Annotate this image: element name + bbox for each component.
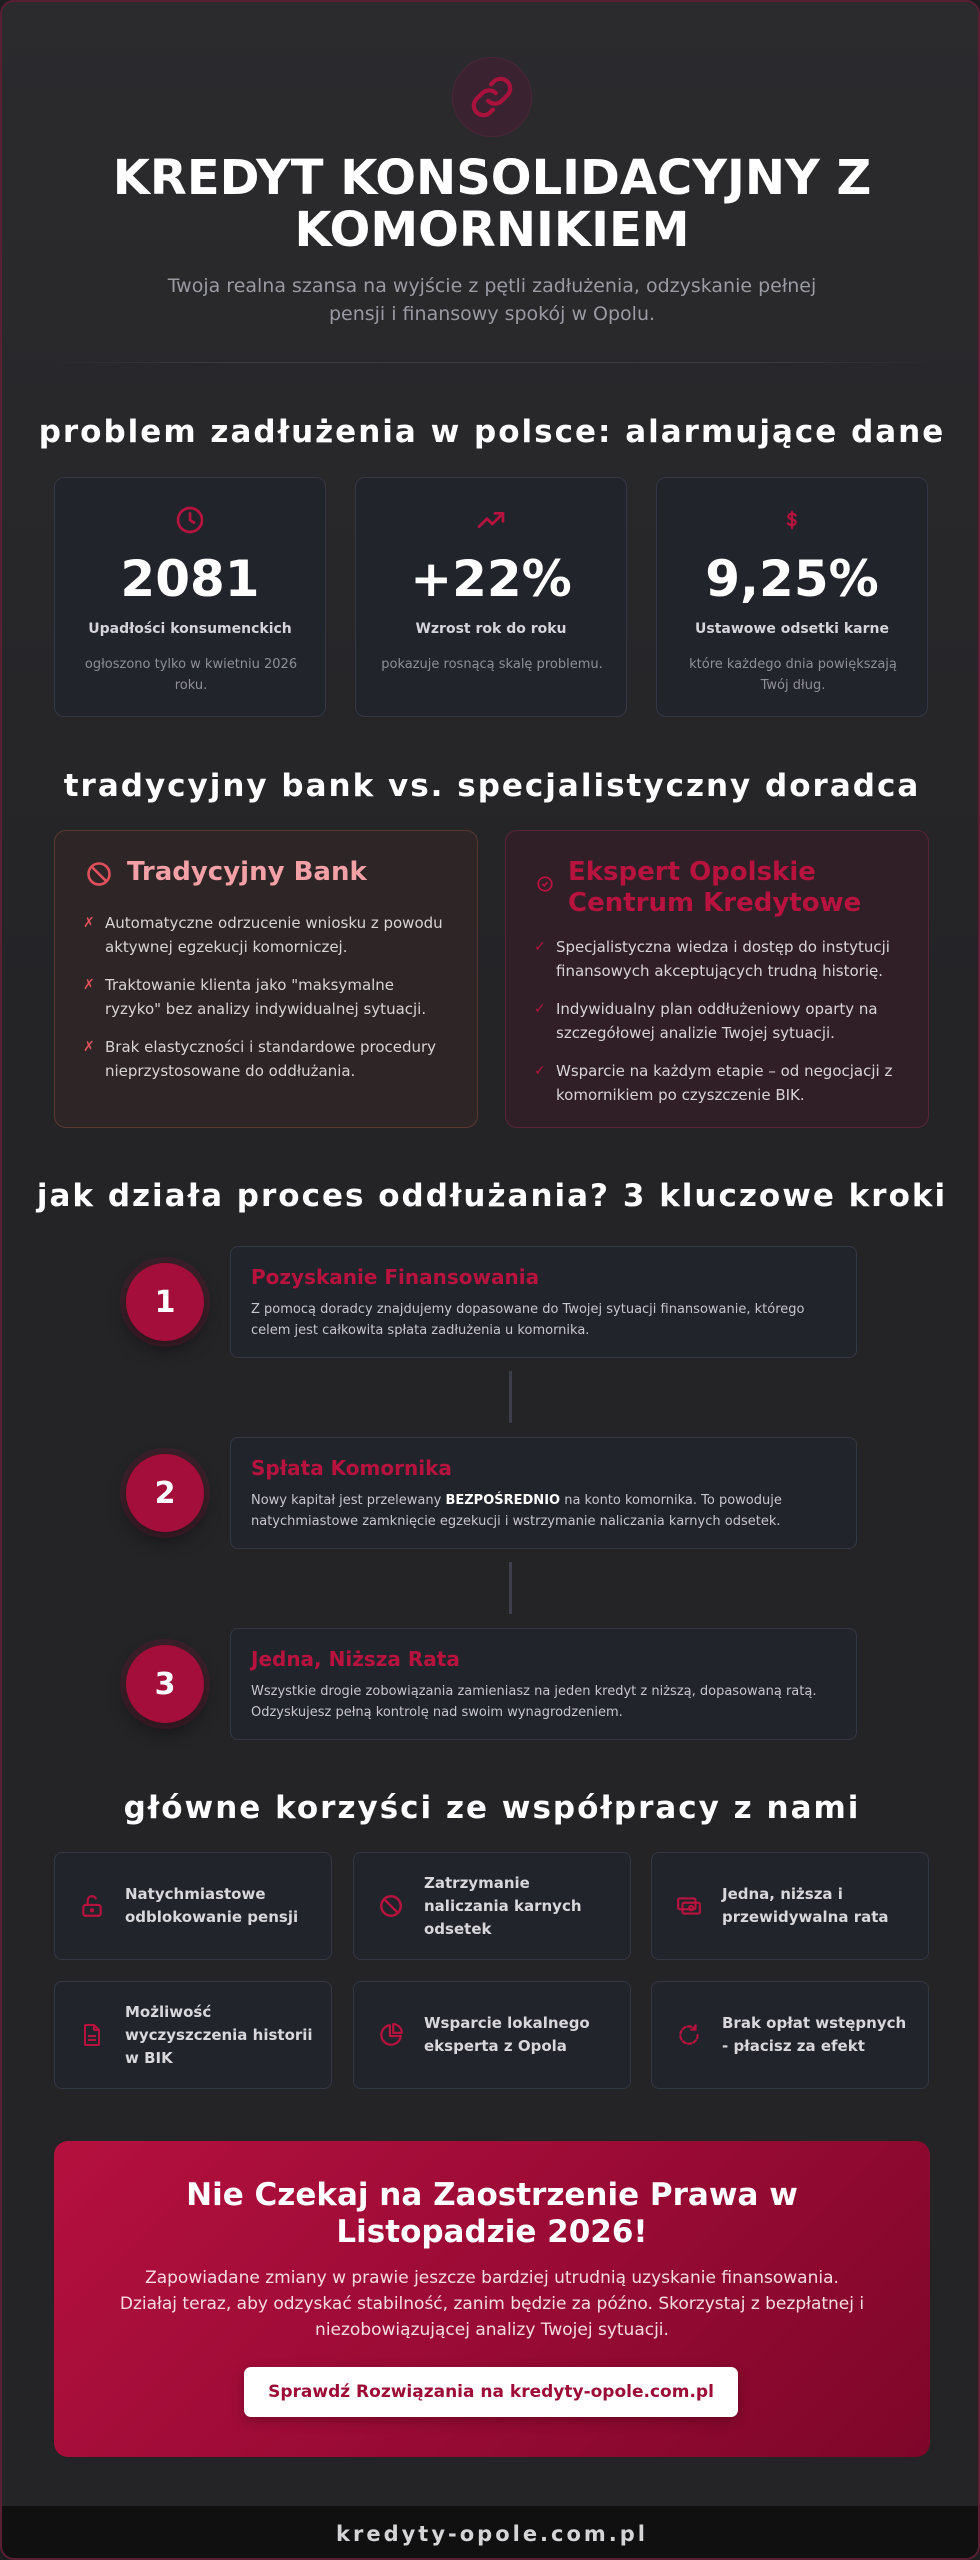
step-number: 3 — [126, 1645, 204, 1723]
stat-description: pokazuje rosnącą skalę problemu. — [381, 657, 603, 672]
clock-icon — [55, 504, 325, 536]
benefit-text: Zatrzymanie naliczania karnych odsetek — [424, 1873, 582, 1938]
cross-icon: ✗ — [83, 977, 95, 993]
money-icon — [674, 1891, 704, 1921]
stat-value: 9,25% — [705, 550, 879, 608]
pie-chart-icon — [376, 2020, 406, 2050]
page-title: KREDYT KONSOLIDACYJNY Z KOMORNIKIEM — [112, 150, 872, 258]
list-item: ✓ Indywidualny plan oddłużeniowy oparty na szczegółowej analizie Twojej sytuacji. — [534, 997, 902, 1045]
stat-card — [54, 477, 326, 717]
check-icon: ✓ — [534, 1063, 546, 1079]
benefit-text: Jedna, niższa i przewidywalna rata — [722, 1885, 889, 1926]
step-card — [230, 1437, 857, 1549]
cta-button[interactable]: Sprawdź Rozwiązania na kredyty-opole.com.pl — [244, 2367, 738, 2417]
check-icon: ✓ — [534, 939, 546, 955]
cross-icon: ✗ — [83, 1039, 95, 1055]
benefit-card — [54, 1852, 332, 1960]
benefit-card — [353, 1852, 631, 1960]
circle-arrow-icon — [674, 2020, 704, 2050]
list-item: ✗ Traktowanie klienta jako "maksymalne ryzyko" bez analizy indywidualnej sytuacji. — [83, 973, 451, 1021]
steps-section-title: jak działa proces oddłużania? 3 kluczowe kroki — [36, 1178, 948, 1214]
benefit-card — [54, 1981, 332, 2089]
cta-banner — [54, 2141, 930, 2457]
link-icon — [452, 57, 532, 137]
step-number: 1 — [126, 1263, 204, 1341]
list-item: ✓ Specjalistyczna wiedza i dostęp do instytucji finansowych akceptujących trudną historię. — [534, 935, 902, 983]
bank-list — [83, 911, 451, 1097]
ban-icon — [85, 860, 113, 892]
benefit-text: Brak opłat wstępnych - płacisz za efekt — [722, 2014, 907, 2055]
page-subtitle: Twoja realna szansa na wyjście z pętli zadłużenia, odzyskanie pełnej pensji i finansowy spokój w Opolu. — [167, 275, 817, 325]
bank-card — [54, 830, 478, 1128]
step-description: Nowy kapitał jest przelewany BEZPOŚREDNIO na konto komornika. To powoduje natychmiastowe zamknięcie egzekucji i wstrzymanie naliczania karnych odsetek. — [251, 1493, 782, 1529]
benefit-card — [651, 1852, 929, 1960]
stats-section-title: problem zadłużenia w polsce: alarmujące dane — [38, 414, 946, 450]
ban-icon — [376, 1891, 406, 1921]
stat-label: Wzrost rok do roku — [415, 621, 567, 637]
comparison-section-title: tradycyjny bank vs. specjalistyczny doradca — [63, 768, 921, 804]
document-icon — [77, 2020, 107, 2050]
step-connector — [509, 1562, 512, 1614]
bank-card-title: Tradycyjny Bank — [127, 857, 367, 887]
stat-value: 2081 — [120, 550, 260, 608]
stat-value: +22% — [410, 550, 572, 608]
benefit-text: Wsparcie lokalnego eksperta z Opola — [424, 2014, 590, 2055]
benefits-section-title: główne korzyści ze współpracy z nami — [123, 1790, 861, 1826]
check-icon: ✓ — [534, 1001, 546, 1017]
check-circle-icon — [536, 875, 554, 897]
trending-up-icon — [356, 504, 626, 536]
stat-card — [355, 477, 627, 717]
stat-card — [656, 477, 928, 717]
benefit-card — [651, 1981, 929, 2089]
expert-card — [505, 830, 929, 1128]
expert-list — [534, 935, 902, 1121]
step-description: Wszystkie drogie zobowiązania zamieniasz na jeden kredyt z niższą, dopasowaną ratą. Odzyskujesz pełną kontrolę nad swoim wynagrodzeniem. — [251, 1684, 817, 1720]
benefit-card — [353, 1981, 631, 2089]
step-description: Z pomocą doradcy znajdujemy dopasowane do Twojej sytuacji finansowanie, którego celem jest całkowita spłata zadłużenia u komornika. — [251, 1302, 805, 1338]
step-title: Jedna, Niższa Rata — [251, 1647, 460, 1671]
benefit-text: Możliwość wyczyszczenia historii w BIK — [125, 2002, 313, 2067]
stat-description: ogłoszono tylko w kwietniu 2026 roku. — [84, 657, 298, 693]
step-card — [230, 1628, 857, 1740]
step-connector — [509, 1371, 512, 1423]
benefit-text: Natychmiastowe odblokowanie pensji — [125, 1885, 299, 1926]
dollar-icon — [657, 504, 927, 536]
step-title: Spłata Komornika — [251, 1456, 452, 1480]
lock-open-icon — [77, 1891, 107, 1921]
stat-label: Ustawowe odsetki karne — [695, 621, 889, 637]
step-number: 2 — [126, 1454, 204, 1532]
footer-link[interactable]: kredyty-opole.com.pl — [2, 2506, 980, 2560]
list-item: ✗ Automatyczne odrzucenie wniosku z powodu aktywnej egzekucji komorniczej. — [83, 911, 451, 959]
divider — [52, 362, 932, 363]
list-item: ✗ Brak elastyczności i standardowe procedury nieprzystosowane do oddłużania. — [83, 1035, 451, 1083]
cross-icon: ✗ — [83, 915, 95, 931]
cta-description: Zapowiadane zmiany w prawie jeszcze bardziej utrudnią uzyskanie finansowania. Działaj teraz, aby odzyskać stabilność, zanim będzie za późno. Skorzystaj z bezpłatnej i niezobowiązującej analizy Twojej sytuacji. — [119, 2268, 865, 2340]
list-item: ✓ Wsparcie na każdym etapie – od negocjacji z komornikiem po czyszczenie BIK. — [534, 1059, 902, 1107]
stat-description: które każdego dnia powiększają Twój dług. — [689, 657, 897, 693]
step-title: Pozyskanie Finansowania — [251, 1265, 540, 1289]
cta-title: Nie Czekaj na Zaostrzenie Prawa w Listopadzie 2026! — [186, 2177, 798, 2250]
stat-label: Upadłości konsumenckich — [88, 621, 292, 637]
expert-card-title: Ekspert Opolskie Centrum Kredytowe — [568, 857, 862, 918]
step-card — [230, 1246, 857, 1358]
